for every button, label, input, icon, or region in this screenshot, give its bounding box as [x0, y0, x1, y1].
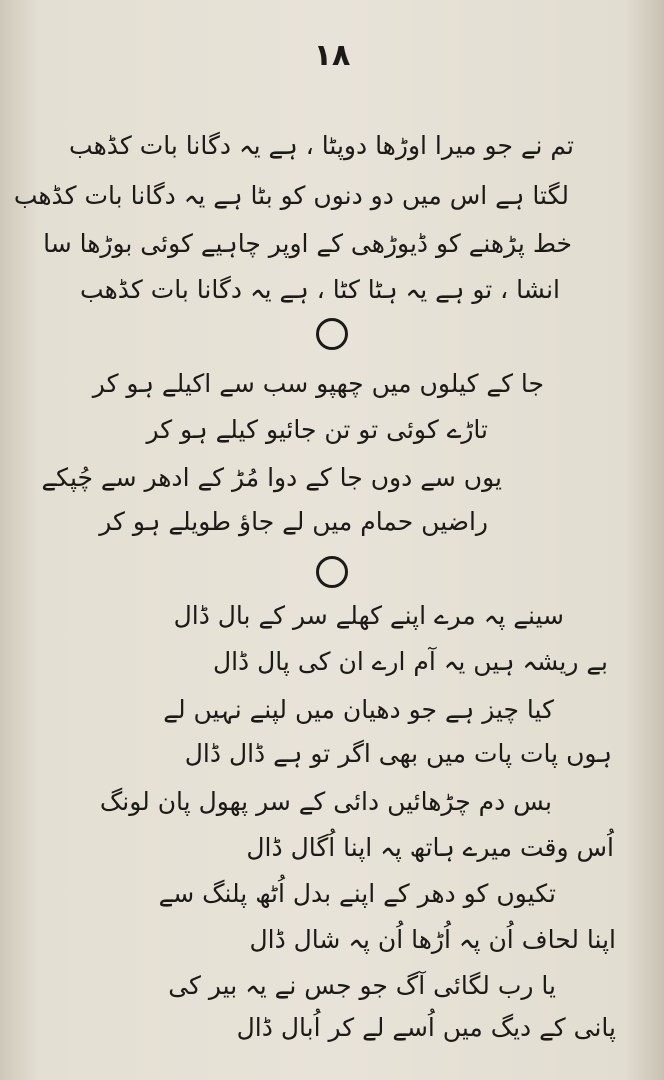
- stanza-divider-circle: [316, 556, 348, 588]
- verse-line: جا کے کیلوں میں چھپو سب سے اکیلے ہو کر: [92, 369, 544, 398]
- stanza-divider-circle: [316, 318, 348, 350]
- verse-line: تکیوں کو دھر کے اپنے بدل اُٹھ پلنگ سے: [158, 879, 556, 908]
- verse-line: بس دم چڑھائیں دائی کے سر پھول پان لونگ: [99, 787, 552, 816]
- verse-line: پانی کے دیگ میں اُسے لے کر اُبال ڈال: [236, 1013, 616, 1042]
- verse-line: سینے پہ مرے اپنے کھلے سر کے بال ڈال: [173, 601, 564, 630]
- verse-line: خط پڑھنے کو ڈیوڑھی کے اوپر چاہیے کوئی بوڑھا سا: [43, 229, 572, 258]
- verse-line: اپنا لحاف اُن پہ اُڑھا اُن پہ شال ڈال: [249, 925, 616, 954]
- verse-line: راضیں حمام میں لے جاؤ طویلے ہو کر: [99, 507, 488, 536]
- verse-line: یا رب لگائی آگ جو جس نے یہ بیر کی: [168, 971, 556, 1000]
- verse-line: انشا ، تو ہے یہ ہٹا کٹا ، ہے یہ دگانا بات کڈھب: [80, 275, 560, 304]
- page-number: ١٨: [313, 38, 351, 73]
- verse-line: کیا چیز ہے جو دھیان میں لپنے نہیں لے: [163, 695, 554, 724]
- verse-line: اُس وقت میرے ہاتھ پہ اپنا اُگال ڈال: [246, 833, 614, 862]
- verse-line: یوں سے دوں جا کے دوا مُڑ کے ادھر سے چُپکے: [41, 463, 502, 492]
- verse-line: ہوں پات پات میں بھی اگر تو ہے ڈال ڈال: [184, 739, 612, 768]
- verse-line: تاڑے کوئی تو تن جائیو کیلے ہو کر: [146, 415, 488, 444]
- verse-line: لگتا ہے اس میں دو دنوں کو بٹا ہے یہ دگانا بات کڈھب: [13, 181, 569, 210]
- verse-line: بے ریشہ ہیں یہ آم ارے ان کی پال ڈال: [212, 647, 608, 676]
- verse-line: تم نے جو میرا اوڑھا دوپٹا ، ہے یہ دگانا بات کڈھب: [69, 131, 574, 160]
